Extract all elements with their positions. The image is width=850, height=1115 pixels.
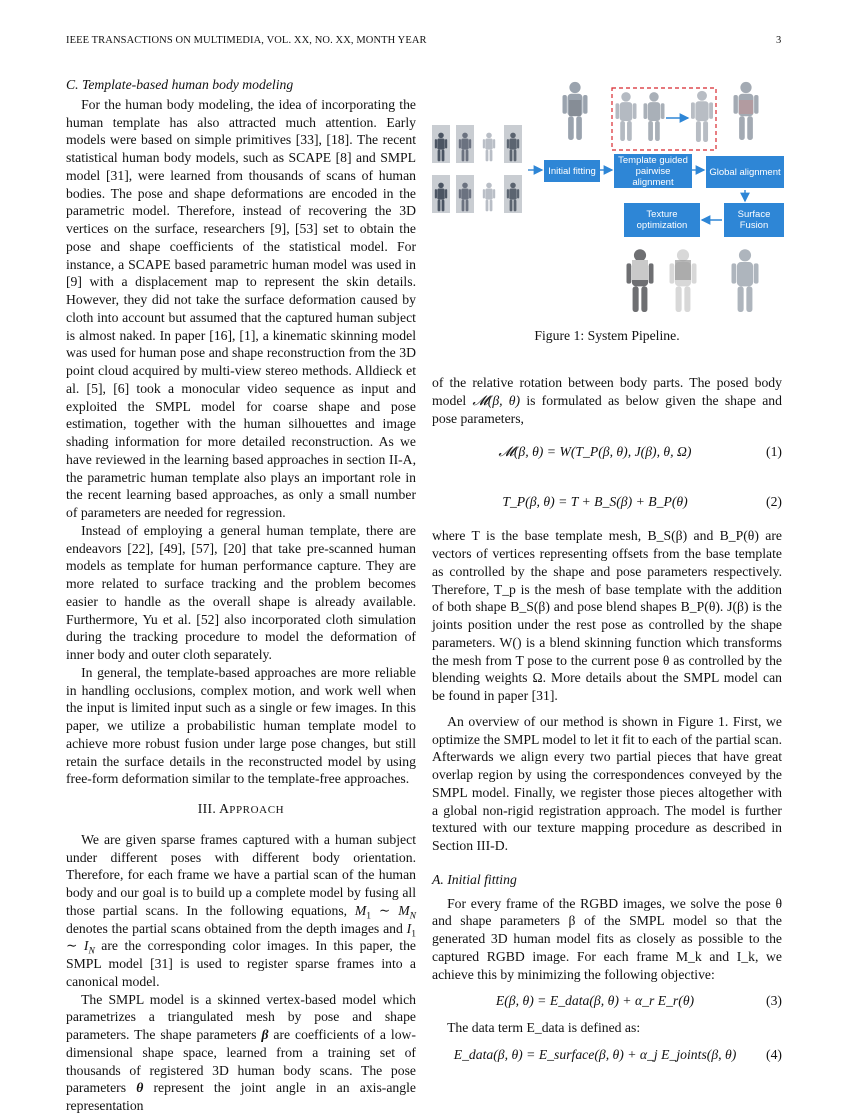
running-header: IEEE TRANSACTIONS ON MULTIMEDIA, VOL. XX, NO. XX, MONTH YEAR (66, 35, 427, 46)
paragraph: Instead of employing a general human template, there are endeavors [22], [49], [57], [20] that take pre-scanned human models as template for human performance capture. They are more related to surface tracking and the problem becomes easier to handle as the overall shape is already available. Furthermore, Yu et al. [52] also incorporated cloth simulation during the tracking procedure to model the deformation of inner body and outer cloth separately. (66, 522, 416, 662)
input-frames (432, 125, 522, 213)
system-pipeline-figure (432, 80, 782, 344)
paragraph: For the human body modeling, the idea of incorporating the human template has also attracted much attention. Early models were based on simple primitives [33], [18]. The recent statistical human body models, such as SCAPE [8] and SMPL model [31], were learned from thousands of scans of human bodies. The pose and shape deformations are encoded in the parametric model. Therefore, instead of recovering the 3D vertices on the surface, researchers [9], [53] set to obtain the pose and shape coefficients of the statistical model. For instance, a SCAPE based parametric human model was used in [9] with a displacement map to represent the skin details. However, they did not take the surface deformation caused by cloth into account but assumed that the captured human subject is almost naked. In paper [16], [1], a kinematic skinning model was used for human pose and shape reconstruction from the 3D point cloud acquired by multi-view stereo methods. Alldieck et al. [5], [6] took a monocular video sequence as input and exploited the SMPL model for coarse shape and pose estimation, together with the human silhouettes and image shading information for more detailed reconstruction. As we have reviewed in the learning based approaches in section II-A, the parametric human template also plays an important role in the recent learning based approaches, as only a small number of parameters are needed for regression. (66, 96, 416, 520)
right-column (432, 374, 782, 1073)
page-number: 3 (776, 35, 782, 46)
section-title-approach: III. APPROACH (197, 801, 285, 816)
paragraph: The SMPL model is a skinned vertex-based model which parametrizes a triangulated mesh by pose and shape parameters. The shape parameters β are coefficients of a low-dimensional shape space, learned from a training set of thousands of registered 3D human body scans. The pose parameters θ represent the joint angle in an axis-angle representation (66, 991, 416, 1113)
paragraph: We are given sparse frames captured with a human subject under different poses with different body orientation. Therefore, for each frame we have a partial scan of the human body and our goal is to build up a complete model by fusing all those partial scans. In the following equations, $M_1$ ∼ $M_N$ denotes the partial scans obtained from the depth images and $I_1$ ∼ $I_N$ are the corresponding color images. In this paper, the SMPL model [31] is used to register sparse frames into a canonical model. (66, 831, 416, 989)
box-template-guided-alignment: Template guided pairwise alignment (614, 154, 692, 188)
paragraph: The data term E_data is defined as: (447, 1020, 641, 1036)
box-global-alignment: Global alignment (706, 156, 784, 188)
left-column (66, 76, 416, 1115)
paragraph: An overview of our method is shown in Figure 1. First, we optimize the SMPL model to let it fit to each of the partial scan. Afterwards we align every two partial pieces that have great overlap region by using the correspondences conveyed by the SMPL model. Finally, we register those pieces altogether with a global non-rigid registration approach. The model is further textured with our texture mapping procedure as described in Section III-D. (432, 713, 782, 853)
paragraph: where T is the base template mesh, B_S(β) and B_P(θ) are vectors of vertices representing offsets from the base template as controlled by the shape and pose parameters respectively. Therefore, T_p is the mesh of base template with the addition of both shape B_S(β) and pose blend shapes B_P(θ). J(β) is the joints position under the rest pose as controlled by the shape parameters. W() is a blend skinning function which transforms the mesh from T pose to the current pose θ as controlled by the blending weights Ω. More details about the SMPL model can be found in paper [31]. (432, 528, 782, 703)
subsection-title-initial-fitting: A. Initial fitting (432, 871, 517, 887)
fused-model (732, 249, 759, 312)
textured-models (627, 249, 697, 312)
subsection-title-template-modeling: C. Template-based human body modeling (66, 77, 294, 92)
pipeline-drawing (432, 80, 782, 320)
global-model (734, 82, 759, 140)
equation-1: 𝓜(β, θ) = W(T_P(β, θ), J(β), θ, Ω) (1) (498, 444, 782, 460)
initial-fit-model (563, 82, 588, 140)
box-texture-optimization: Texture optimization (624, 203, 700, 237)
equation-3: E(β, θ) = E_data(β, θ) + α_r E_r(θ) (3) (495, 993, 782, 1009)
equation-4: E_data(β, θ) = E_surface(β, θ) + α_j E_joints(β, θ) (4) (453, 1047, 782, 1063)
equation-2: T_P(β, θ) = T + B_S(β) + B_P(θ) (2) (502, 494, 782, 510)
paragraph: In general, the template-based approaches are more reliable in handling occlusions, complex motion, and work well when the input is limited input such as a single or few images. In this paper, we utilize a probabilistic human template model to achieve more robust fusion under large pose changes, but still retain the surface details in the reconstructed model by using free-form deformation similar to the template-free approaches. (66, 664, 416, 787)
box-surface-fusion: Surface Fusion (724, 203, 784, 237)
paragraph: For every frame of the RGBD images, we solve the pose θ and shape parameters β of the SMPL model so that the generated 3D human model fits as closely as possible to the captured RGBD image. For each frame M_k and I_k, we achieve this by minimizing the following objective: (432, 895, 782, 982)
paragraph: of the relative rotation between body parts. The posed body model 𝓜(β, θ) is formulated as below given the shape and pose parameters, (432, 375, 782, 426)
box-initial-fitting: Initial fitting (544, 160, 600, 182)
figure-caption: Figure 1: System Pipeline. (534, 328, 680, 343)
